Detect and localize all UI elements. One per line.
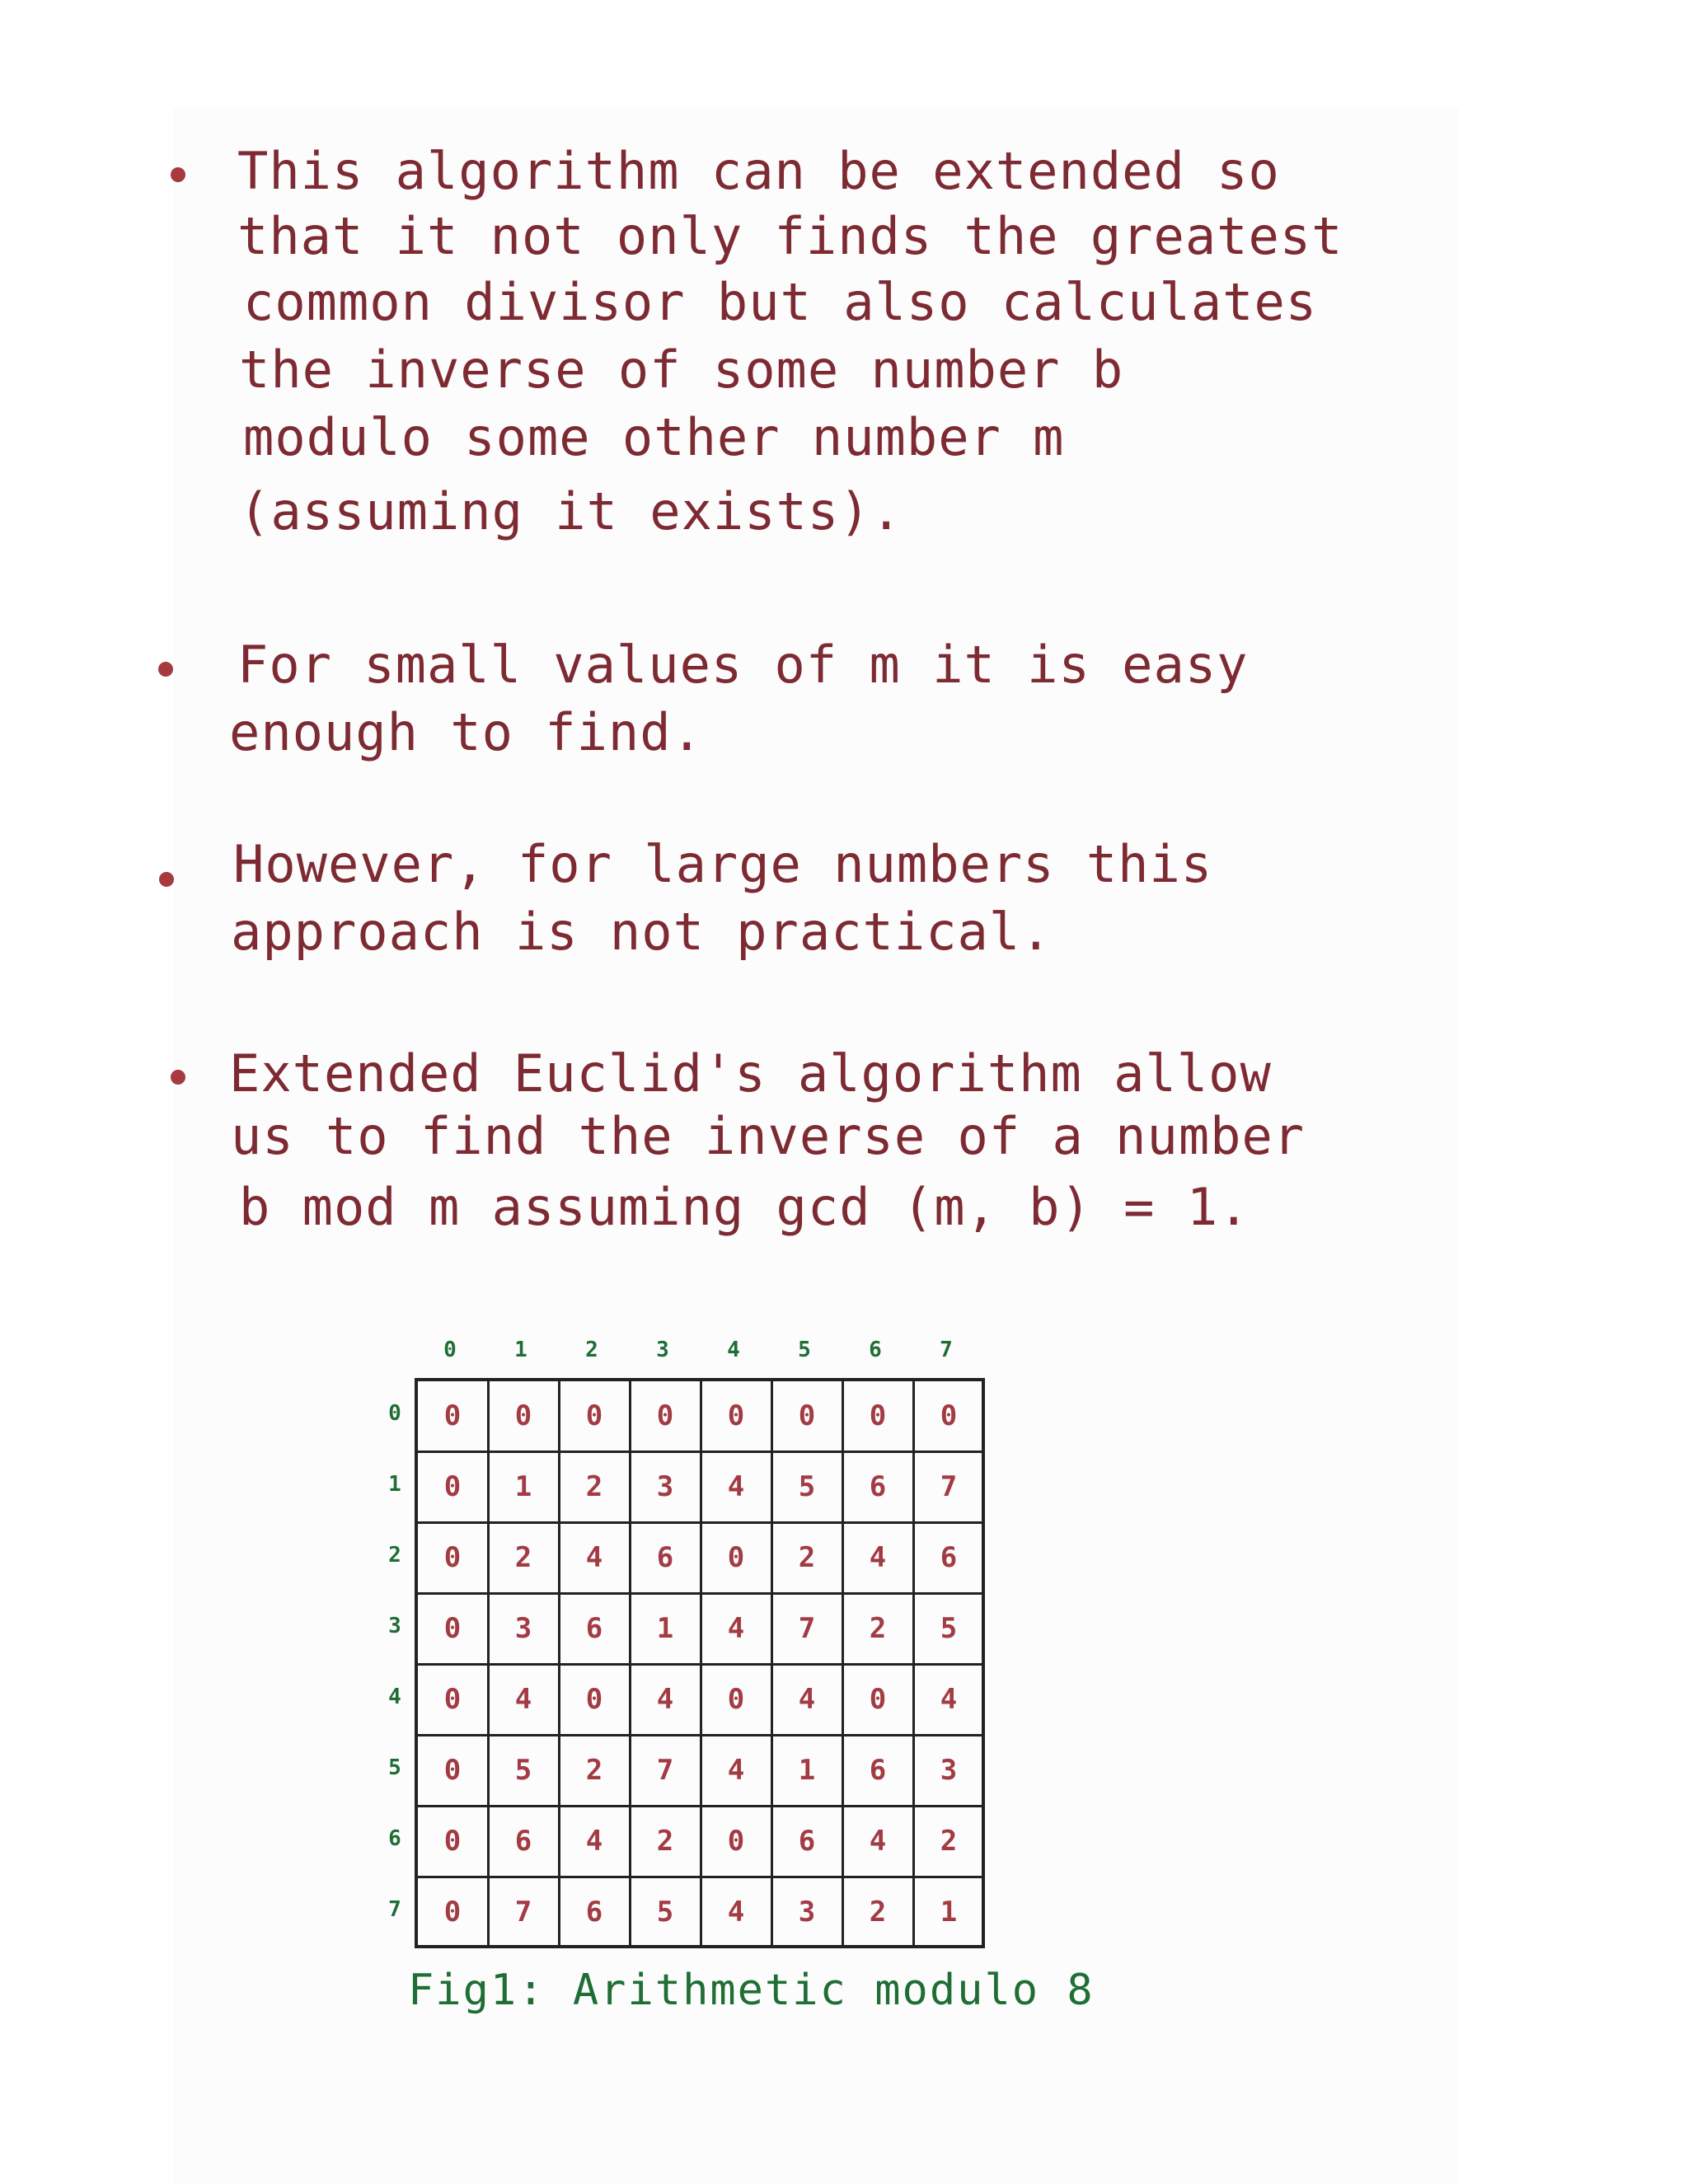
bullet-1-line-3: common divisor but also calculates [243,272,1318,332]
table-cell: 4 [940,1683,958,1716]
column-header: 3 [656,1338,669,1362]
bullet-dot-1 [171,167,185,182]
table-cell: 0 [443,1470,462,1503]
bullet-1-line-5: modulo some other number m [243,407,1065,467]
column-header: 6 [869,1338,882,1362]
bullet-2-line-2: enough to find. [229,702,703,762]
table-cell: 2 [940,1825,958,1858]
table-cell: 3 [514,1612,532,1645]
table-cell: 0 [443,1825,462,1858]
column-header: 7 [940,1338,953,1362]
bullet-3-line-2: approach is not practical. [231,902,1053,962]
table-cell: 4 [585,1825,603,1858]
row-header: 3 [388,1614,401,1638]
column-header: 5 [798,1338,811,1362]
bullet-2-line-1: For small values of m it is easy [237,635,1249,695]
column-header: 4 [727,1338,740,1362]
table-cell: 2 [869,1612,887,1645]
table-cell: 6 [798,1825,816,1858]
table-cell: 0 [585,1399,603,1432]
bullet-4-line-1: Extended Euclid's algorithm allow [229,1043,1272,1104]
table-cell: 4 [727,1470,745,1503]
table-cell: 3 [940,1754,958,1787]
table-cell: 6 [869,1470,887,1503]
table-cell: 7 [798,1612,816,1645]
table-cell: 5 [940,1612,958,1645]
table-cell: 3 [656,1470,674,1503]
table-cell: 4 [656,1683,674,1716]
bullet-dot-4 [171,1070,185,1085]
table-cell: 0 [656,1399,674,1432]
table-cell: 1 [514,1470,532,1503]
row-header: 5 [388,1755,401,1780]
table-cell: 2 [514,1541,532,1574]
column-header: 2 [585,1338,598,1362]
table-cell: 7 [656,1754,674,1787]
table-cell: 0 [443,1683,462,1716]
table-cell: 0 [585,1683,603,1716]
table-cell: 7 [940,1470,958,1503]
modulo-8-table [415,1378,985,1948]
table-cell: 0 [443,1754,462,1787]
table-cell: 1 [798,1754,816,1787]
table-cell: 6 [656,1541,674,1574]
column-header: 1 [514,1338,528,1362]
table-cell: 4 [727,1612,745,1645]
row-header: 4 [388,1685,401,1709]
row-header: 2 [388,1543,401,1568]
table-cell: 6 [869,1754,887,1787]
table-cell: 3 [798,1896,816,1929]
table-cell: 5 [656,1896,674,1929]
table-cell: 0 [798,1399,816,1432]
table-cell: 0 [514,1399,532,1432]
table-cell: 4 [727,1754,745,1787]
table-cell: 1 [940,1896,958,1929]
table-cell: 0 [443,1541,462,1574]
table-cell: 2 [656,1825,674,1858]
table-cell: 0 [869,1399,887,1432]
bullet-4-line-3: b mod m assuming gcd (m, b) = 1. [239,1177,1250,1237]
table-cell: 0 [940,1399,958,1432]
table-cell: 5 [514,1754,532,1787]
table-cell: 0 [443,1612,462,1645]
table-cell: 0 [727,1683,745,1716]
table-cell: 5 [798,1470,816,1503]
column-header: 0 [443,1338,457,1362]
table-cell: 4 [585,1541,603,1574]
row-header: 6 [388,1826,401,1851]
bullet-1-line-4: the inverse of some number b [239,340,1124,400]
table-cell: 2 [798,1541,816,1574]
bullet-1-line-2: that it not only finds the greatest [237,206,1343,266]
table-cell: 0 [727,1825,745,1858]
table-cell: 0 [443,1896,462,1929]
table-cell: 1 [656,1612,674,1645]
table-cell: 6 [514,1825,532,1858]
table-cell: 4 [727,1896,745,1929]
row-header: 7 [388,1897,401,1922]
table-cell: 4 [798,1683,816,1716]
bullet-3-line-1: However, for large numbers this [233,834,1213,894]
figure-caption: Fig1: Arithmetic modulo 8 [408,1966,1095,2015]
table-cell: 2 [585,1470,603,1503]
row-header: 1 [388,1472,401,1497]
table-cell: 0 [727,1399,745,1432]
bullet-1-line-1: This algorithm can be extended so [237,141,1280,201]
table-cell: 2 [869,1896,887,1929]
table-cell: 6 [585,1612,603,1645]
table-cell: 0 [443,1399,462,1432]
table-cell: 4 [514,1683,532,1716]
table-cell: 6 [940,1541,958,1574]
bullet-dot-3 [159,872,174,887]
bullet-1-line-6: (assuming it exists). [239,481,903,541]
table-cell: 6 [585,1896,603,1929]
bullet-4-line-2: us to find the inverse of a number [231,1106,1306,1166]
table-cell: 0 [727,1541,745,1574]
bullet-dot-2 [158,662,173,677]
table-cell: 4 [869,1825,887,1858]
table-cell: 0 [869,1683,887,1716]
row-header: 0 [388,1401,401,1426]
table-cell: 7 [514,1896,532,1929]
table-cell: 4 [869,1541,887,1574]
table-cell: 2 [585,1754,603,1787]
